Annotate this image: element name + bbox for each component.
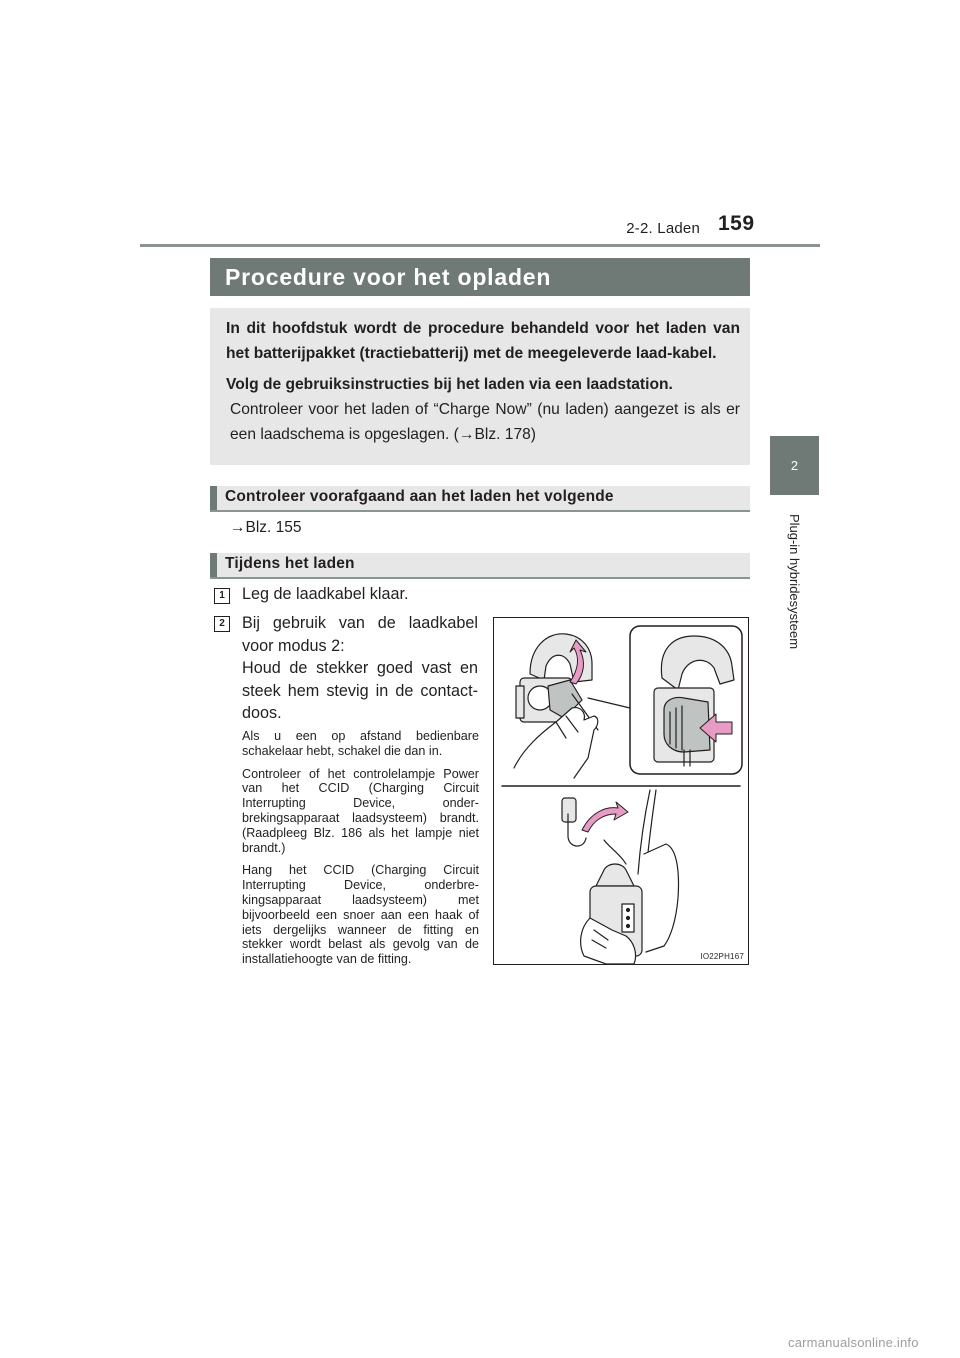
section-heading-check bbox=[210, 486, 750, 512]
intro-box bbox=[210, 308, 750, 465]
step-2-note: Hang het CCID (Charging Circuit Interrupting Device, onderbre-kingsapparaat laadsysteem) met bijvoorbeeld een snoer aan een haak of iets dergelijks wanneer de fitting en stekker wordt belast als gevolg van de installatiehoogte van de fitting. bbox=[242, 863, 479, 967]
section-heading-check-text: Controleer voorafgaand aan het laden het volgende bbox=[225, 488, 614, 505]
step-2-notes bbox=[242, 729, 479, 975]
section-heading-charging-text: Tijdens het laden bbox=[225, 555, 355, 572]
step-2-text-b: Houd de stekker goed vast en steek hem stevig in de contact-doos. bbox=[242, 659, 478, 722]
step-number-1: 1 bbox=[214, 588, 230, 604]
step-2-note: Controleer of het controlelampje Power van het CCID (Charging Circuit Interrupting Device, onder-brekingsapparaat laadsysteem) brandt. (Raadpleeg Blz. 186 als het lampje niet brandt.) bbox=[242, 766, 479, 855]
intro-paragraph-2: Volg de gebruiksinstructies bij het laden via een laadstation. bbox=[226, 376, 673, 393]
section-heading-bar bbox=[210, 486, 217, 510]
chapter-tab[interactable]: 2 bbox=[770, 436, 819, 495]
section-heading-bar bbox=[210, 553, 217, 577]
step-2-text-a: Bij gebruik van de laadkabel voor modus 2: bbox=[242, 614, 478, 655]
chapter-title: Plug-in hybridesysteem bbox=[787, 513, 803, 649]
zoom-detail-box bbox=[630, 626, 742, 774]
step-1-text: Leg de laadkabel klaar. bbox=[242, 585, 409, 603]
main-title: Procedure voor het opladen bbox=[210, 258, 750, 296]
header-rule bbox=[140, 244, 820, 247]
wall-hook bbox=[562, 798, 586, 846]
page-number: 159 bbox=[718, 212, 755, 235]
chapter-tab-label bbox=[776, 506, 814, 656]
intro-paragraph-1: In dit hoofdstuk wordt de procedure behandeld voor het laden van het batterijpakket (tractiebatterij) met de meegeleverde laad-kabel. bbox=[226, 320, 740, 362]
hang-arrow-icon bbox=[582, 802, 628, 832]
step-number-2: 2 bbox=[214, 616, 230, 632]
cover-flap bbox=[644, 844, 679, 952]
header-section-title: 2-2. Laden bbox=[626, 220, 700, 237]
figure-code: IO22PH167 bbox=[700, 952, 744, 961]
callout-line bbox=[588, 698, 630, 708]
step-2-text bbox=[242, 612, 478, 725]
charging-illustration bbox=[493, 617, 749, 965]
section-heading-charging bbox=[210, 553, 750, 579]
step-2-note: Als u een op afstand bedienbare schakelaar hebt, schakel die dan in. bbox=[242, 729, 479, 758]
page-reference[interactable]: →Blz. 155 bbox=[230, 519, 302, 536]
charging-illustration-drawing bbox=[494, 618, 748, 964]
watermark: carmanualsonline.info bbox=[788, 1335, 919, 1350]
intro-note: Controleer voor het laden of “Charge Now” (nu laden) aangezet is als er een laadschema is opgeslagen. (→Blz. 178) bbox=[230, 401, 740, 443]
